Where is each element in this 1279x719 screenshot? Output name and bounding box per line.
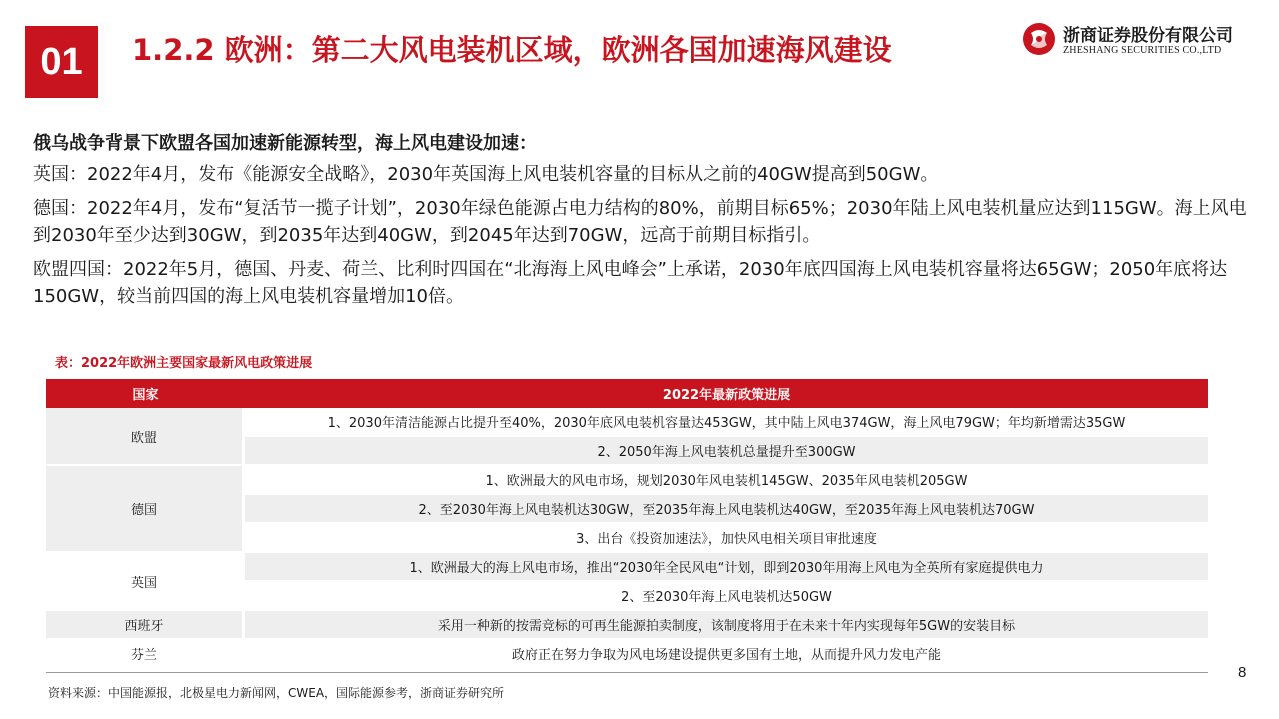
policy-cell: 采用一种新的按需竞标的可再生能源拍卖制度，该制度将用于在未来十年内实现每年5GW的安装目标 — [245, 611, 1208, 640]
company-logo — [1022, 20, 1252, 60]
country-cell: 德国 — [46, 466, 245, 553]
page-title: 1.2.2 欧洲：第二大风电装机区域，欧洲各国加速海风建设 — [132, 33, 892, 67]
country-cell: 英国 — [46, 553, 245, 611]
policy-cell: 3、出台《投资加速法》，加快风电相关项目审批速度 — [245, 524, 1208, 553]
country-cell: 欧盟 — [46, 408, 245, 466]
country-cell: 西班牙 — [46, 611, 245, 640]
policy-cell: 2、至2030年海上风电装机达50GW — [245, 582, 1208, 611]
header-policy: 2022年最新政策进展 — [245, 379, 1208, 408]
policy-table — [46, 379, 1208, 669]
table-row — [46, 553, 1208, 582]
paragraph-uk: 英国：2022年4月，发布《能源安全战略》，2030年英国海上风电装机容量的目标从之前的40GW提高到50GW。 — [33, 164, 939, 185]
table-row — [46, 466, 1208, 495]
paragraph-germany: 德国：2022年4月，发布“复活节一揽子计划”，2030年绿色能源占电力结构的80%，前期目标65%；2030年陆上风电装机量应达到115GW。海上风电到2030年至少达到30GW，到2035年达到40GW，到2045年达到70GW，远高于前期目标指引。 — [33, 198, 1247, 246]
policy-cell: 1、欧洲最大的海上风电市场，推出“2030年全民风电“计划，即到2030年用海上风电为全英所有家庭提供电力 — [245, 553, 1208, 582]
source-note: 资料来源：中国能源报，北极星电力新闻网，CWEA，国际能源参考，浙商证券研究所 — [48, 686, 505, 700]
policy-cell: 1、欧洲最大的风电市场，规划2030年风电装机145GW、2035年风电装机205GW — [245, 466, 1208, 495]
zheshang-logo-icon — [1022, 22, 1056, 56]
paragraph-eu-four: 欧盟四国：2022年5月，德国、丹麦、荷兰、比利时四国在“北海海上风电峰会”上承诺，2030年底四国海上风电装机容量将达65GW；2050年底将达150GW，较当前四国的海上风电装机容量增加10倍。 — [33, 259, 1228, 307]
policy-cell: 2、至2030年海上风电装机达30GW，至2035年海上风电装机达40GW，至2035年海上风电装机达70GW — [245, 495, 1208, 524]
table-title: 表：2022年欧洲主要国家最新风电政策进展 — [55, 356, 313, 371]
table-row — [46, 611, 1208, 640]
policy-cell: 2、2050年海上风电装机总量提升至300GW — [245, 437, 1208, 466]
body-text — [33, 130, 1248, 317]
header-country: 国家 — [46, 379, 245, 408]
logo-english-name: ZHESHANG SECURITIES CO.,LTD — [1063, 45, 1222, 56]
logo-chinese-name: 浙商证券股份有限公司 — [1063, 26, 1233, 46]
country-cell: 芬兰 — [46, 640, 245, 669]
page-number: 8 — [1238, 664, 1247, 681]
body-lead: 俄乌战争背景下欧盟各国加速新能源转型，海上风电建设加速： — [33, 133, 537, 154]
footer-divider — [46, 672, 1208, 673]
table-row — [46, 640, 1208, 669]
policy-cell: 1、2030年清洁能源占比提升至40%，2030年底风电装机容量达453GW，其中陆上风电374GW，海上风电79GW；年均新增需达35GW — [245, 408, 1208, 437]
table-row — [46, 408, 1208, 437]
policy-cell: 政府正在努力争取为风电场建设提供更多国有土地，从而提升风力发电产能 — [245, 640, 1208, 669]
table-header-row — [46, 379, 1208, 408]
section-number-badge: 01 — [25, 26, 98, 98]
